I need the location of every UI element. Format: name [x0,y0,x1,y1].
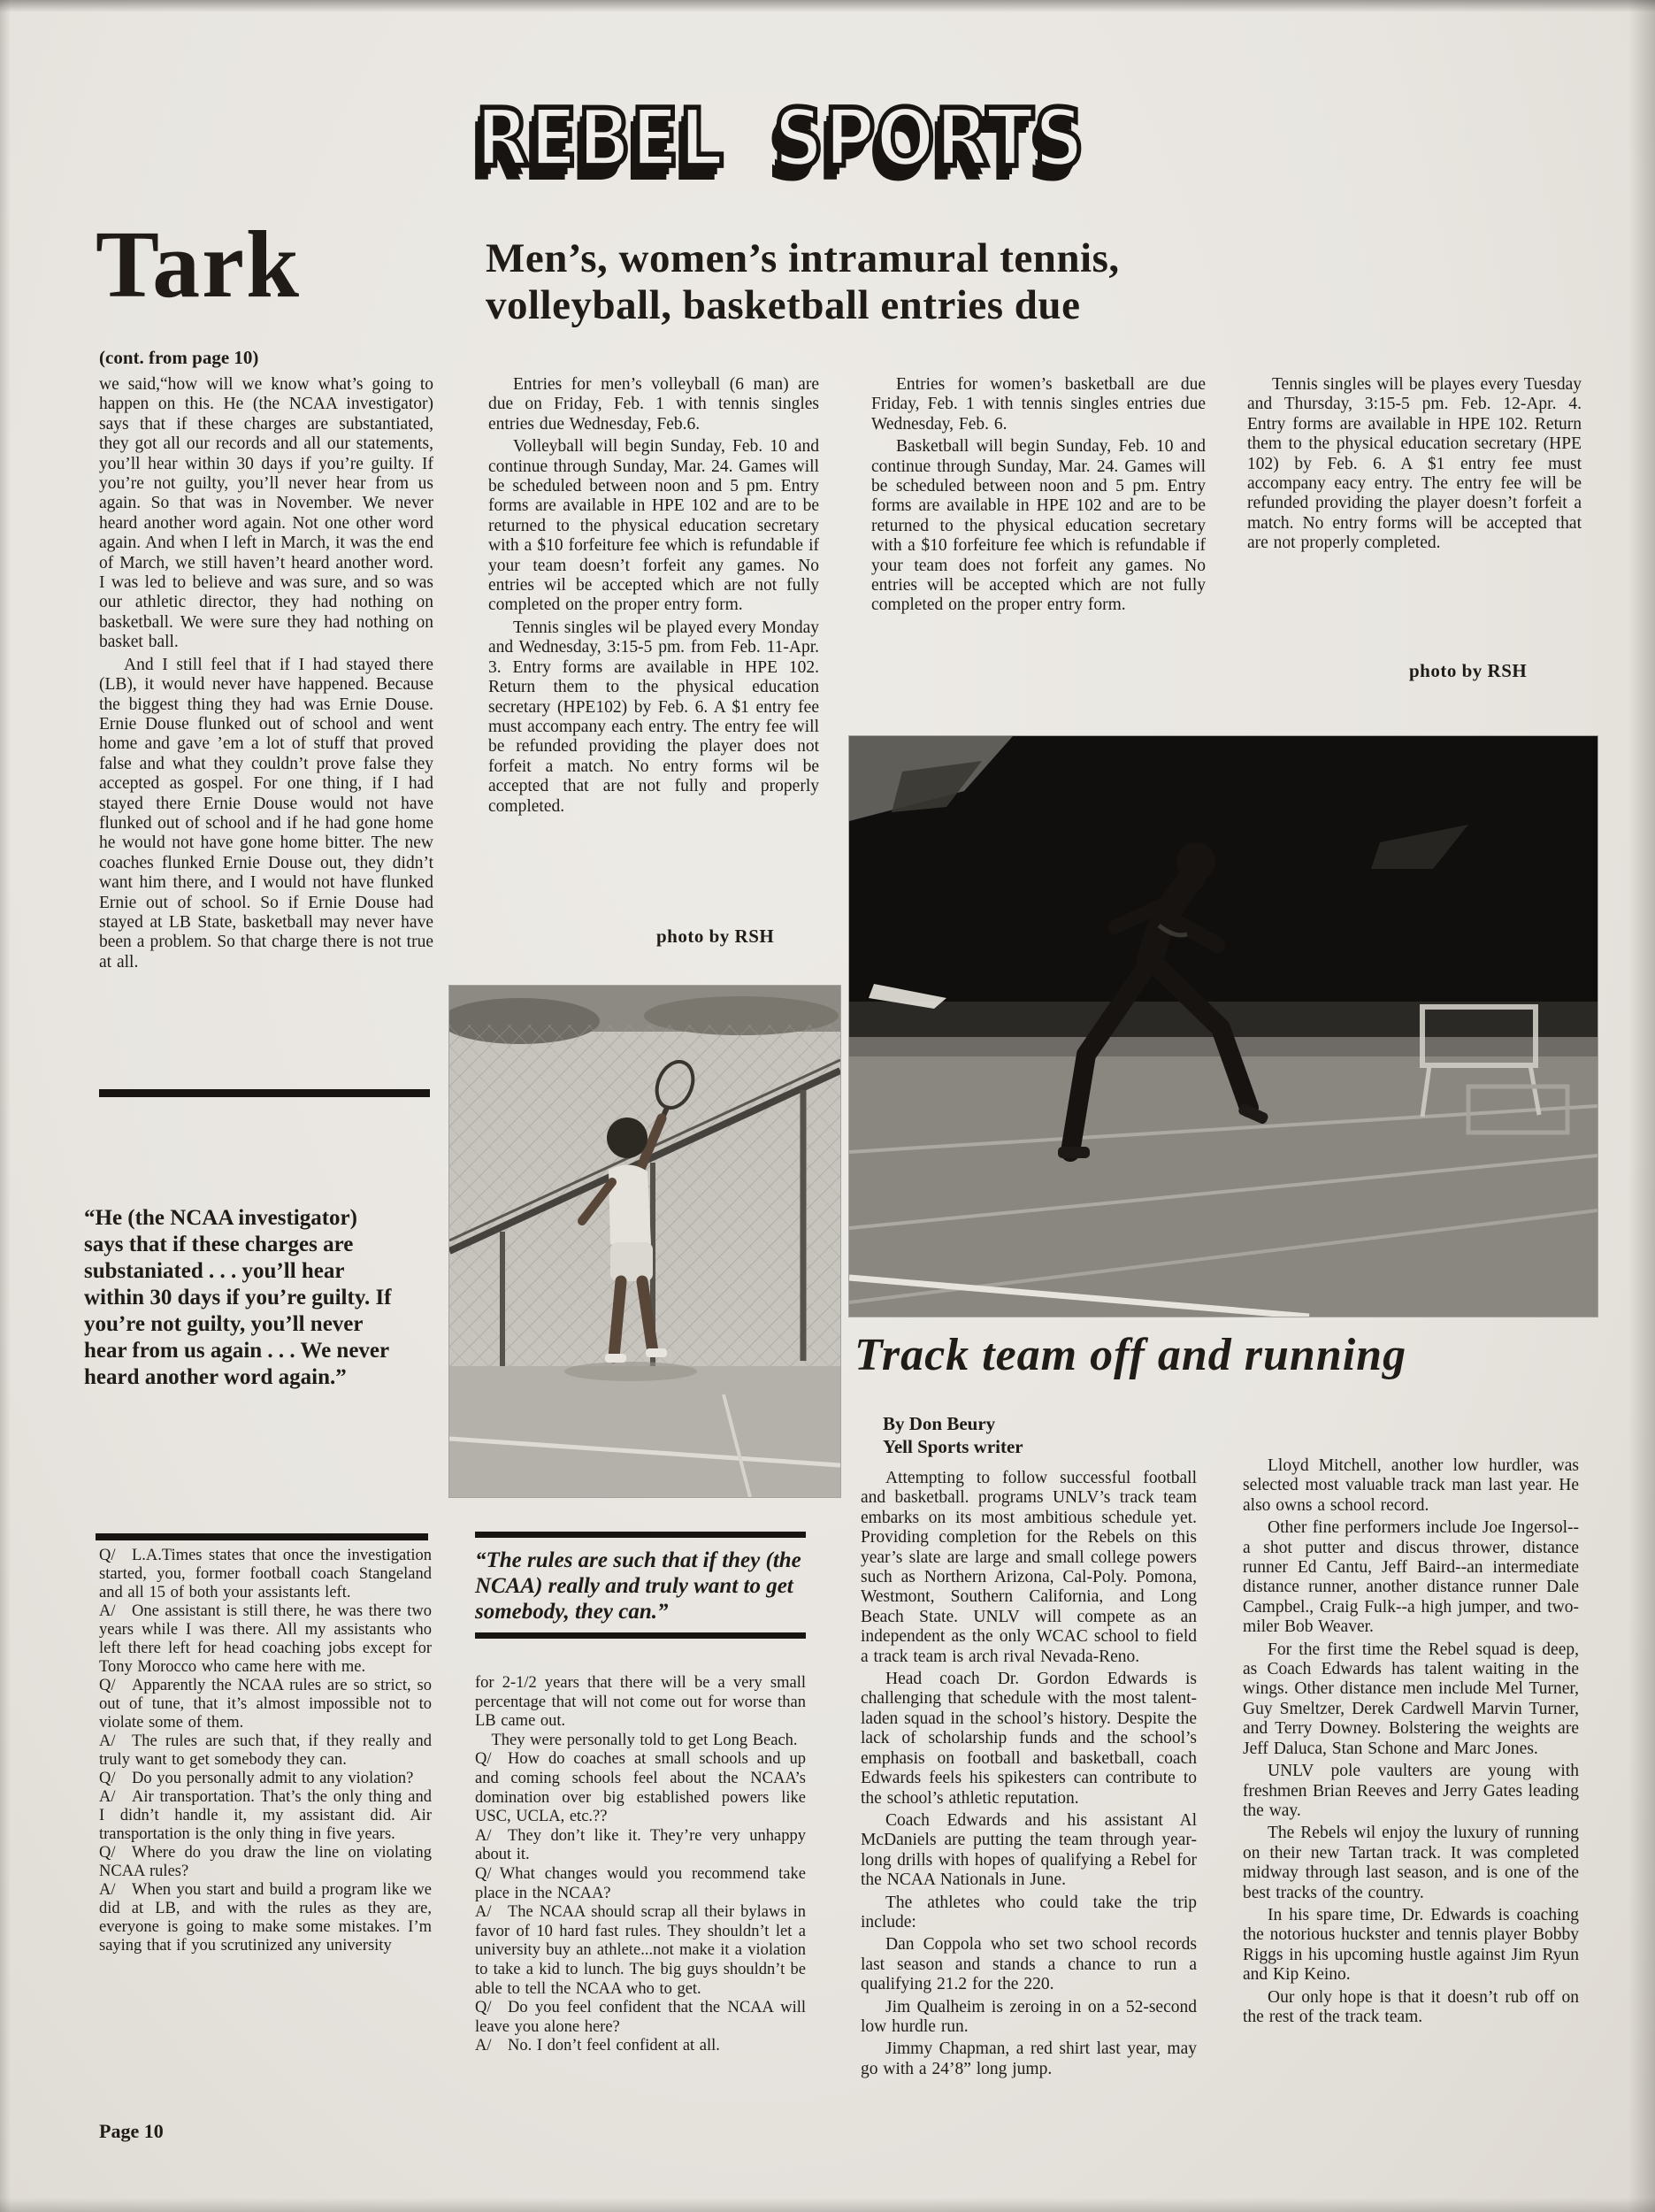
qa-paragraph: Q/ Do you personally admit to any violation? [99,1770,414,1787]
article-paragraph: Coach Edwards and his assistant Al McDaniels are putting the team through year-long drills with hopes of qualifying a Rebel for the NCAA Nationals in June. [861,1810,1197,1890]
qa-paragraph: Q/ Apparently the NCAA rules are so strict, so out of tune, that it’s almost impossible not to violate some of them. [99,1677,432,1732]
byline-role: Yell Sports writer [883,1436,1023,1457]
headline-line: volleyball, basketball entries due [486,282,1081,328]
article-paragraph: Our only hope is that it doesn’t rub off on the rest of the track team. [1243,1987,1579,2026]
article-paragraph: Jimmy Chapman, a red shirt last year, may go with a 24’8” long jump. [861,2039,1197,2078]
qa-paragraph: for 2-1/2 years that there will be a very small percentage that will not come out for worse than LB came out. [475,1674,806,1731]
interview-qa-continued-column [475,1674,806,2056]
track-byline [883,1412,1023,1458]
scan-edge-bottom [0,2198,1655,2212]
article-paragraph: The Rebels wil enjoy the luxury of running on their new Tartan track. It was completed midway through last season, and is one of the best tracks of the country. [1243,1824,1579,1902]
continuation-note: (cont. from page 10) [99,347,259,368]
photo-credit-track: photo by RSH [1409,660,1528,681]
section-divider [99,1089,430,1097]
qa-paragraph: Q/ Do you feel confident that the NCAA will leave you alone here? [475,1999,806,2036]
article-paragraph: Entries for women’s basketball are due Friday, Feb. 1 with tennis singles entries due Wednesday, Feb. 6. [871,375,1206,434]
scan-edge-top [0,0,1655,12]
headline-line: Men’s, women’s intramural tennis, [486,235,1120,281]
article-paragraph: Head coach Dr. Gordon Edwards is challenging that schedule with the most talent-laden squad in the school’s history. Despite the lack of scholarship funds and the school’s emphasis on football and basketball, coach Edwards feels his spikesters can contribute to the school’s athletic reputation. [861,1670,1197,1808]
interview-qa-column [99,1547,432,1955]
masthead-title: REBEL SPORTS [476,93,1085,185]
qa-paragraph: A/ When you start and build a program like we did at LB, and with the rules as they are, everyone is going to make some mistakes. I’m saying that if you scrutinized any university [99,1881,432,1955]
article-paragraph: Volleyball will begin Sunday, Feb. 10 and continue through Sunday, Mar. 24. Games will be scheduled between noon and 5 pm. Entry forms are available in HPE 102 and are to be returned to the physical education secretary with a $10 forfeiture fee which is refundable if your team doesn’t forfeit any games. No entries wil be accepted which are not fully completed on the proper entry form. [488,437,819,615]
article-paragraph: we said,“how will we know what’s going to happen on this. He (the NCAA investigator) says that if these charges are substantiated, they got all our records and all our statements, you’ll hear within 30 days if you’re guilty. If you’re not guilty, you’ll never hear from us again. So that was in November. We never heard another word again. Not one other word again. And when I left in March, it was the end of March, we still haven’t heard another word. I was led to believe and was sure, and so was our athletic director, they had nothing on basketball. We were sure they had nothing on basket ball. [99,375,433,652]
qa-paragraph: A/ One assistant is still there, he was there two years while I was there. All my assistants who left there left for head coaching jobs except for Tony Morocco who came here with me. [99,1602,432,1676]
section-divider [96,1533,428,1540]
scan-edge-right [1628,0,1655,2212]
article-paragraph: Dan Coppola who set two school records last season and stands a chance to run a qualifying 21.2 for the 220. [861,1935,1197,1994]
tark-article-column [99,375,433,975]
qa-paragraph: A/ The rules are such that, if they really and truly want to get somebody they can. [99,1732,432,1769]
tennis-player-photo [449,986,840,1497]
qa-paragraph: Q/ Where do you draw the line on violating NCAA rules? [99,1844,432,1880]
article-paragraph: In his spare time, Dr. Edwards is coaching the notorious huckster and tennis player Bobby Riggs in his upcoming hustle against Jim Ryun and Kip Keino. [1243,1905,1579,1985]
article-paragraph: Lloyd Mitchell, another low hurdler, was selected most valuable track man last year. He also owns a school record. [1243,1456,1579,1515]
article-paragraph: Entries for men’s volleyball (6 man) are due on Friday, Feb. 1 with tennis singles entries due Wednesday, Feb.6. [488,375,819,434]
qa-paragraph: Q/ L.A.Times states that once the investigation started, you, former football coach Stangeland and all 15 of both your assistants left. [99,1547,432,1601]
mens-volleyball-column [488,375,819,819]
track-photo-illustration [849,736,1598,1317]
article-paragraph: Jim Qualheim is zeroing in on a 52-second low hurdle run. [861,1997,1197,2036]
qa-paragraph: They were personally told to get Long Beach. [475,1731,798,1749]
article-paragraph: The athletes who could take the trip include: [861,1893,1197,1932]
qa-paragraph: A/ They don’t like it. They’re very unhappy about it. [475,1826,806,1864]
track-runner-photo [849,736,1598,1317]
article-paragraph: Attempting to follow successful football and basketball. programs UNLV’s track team embarks on its most ambitious schedule yet. Providing completion for the Rebels on this year’s slate are large and small college powers such as Northern Arizona, Cal-Poly. Pomona, Westmont, Southern California, and Long Beach State. UNLV will compete as an independent as the only WCAC school to field a track team is arch rival Nevada-Reno. [861,1469,1197,1666]
article-paragraph: For the first time the Rebel squad is deep, as Coach Edwards has talent waiting in the wings. Other distance men include Mel Turner, Guy Smeltzer, Derek Cardwell Marvin Turner, and Terry Downey. Bolstering the weights are Jeff Daluca, Stan Schone and Marc Jones. [1243,1640,1579,1758]
tennis-photo-illustration [449,986,840,1497]
qa-paragraph: A/ The NCAA should scrap all their bylaws in favor of 10 hard fast rules. They shouldn’t let a university buy an athlete...not make it a violation to take a kid to lunch. The big guys shouldn’t be able to tell the NCAA who to get. [475,1903,806,1998]
tark-pull-quote: “He (the NCAA investigator) says that if these charges are substaniated . . . you’ll hear within 30 days if you’re guilty. If you’re not guilty, you’ll never hear from us again . . . We never heard another word again.” [84,1206,392,1389]
article-paragraph: Tennis singles will be playes every Tuesday and Thursday, 3:15-5 pm. Feb. 12-Apr. 4. Entry forms are available in HPE 102. Return them to the physical education secretary (HPE 102) by Feb. 6. A $1 entry fee must accompany eacy entry. The entry fee will be refunded providing the player doesn’t forfeit a match. No entry forms will be accepted that are not properly completed. [1247,375,1582,553]
article-paragraph: Other fine performers include Joe Ingersol--a shot putter and discus thrower, distance runner Ed Cantu, Jeff Baird--an intermediate distance runner, another distance runner Dale Campbel., Craig Fulk--a high jumper, and two-miler Bob Weaver. [1243,1518,1579,1637]
byline-author: By Don Beury [883,1413,996,1434]
womens-basketball-column [871,375,1206,618]
track-headline: Track team off and running [854,1330,1407,1380]
scan-edge-left [0,0,11,2212]
qa-paragraph: Q/ What changes would you recommend take place in the NCAA? [475,1864,806,1902]
qa-paragraph: A/ No. I don’t feel confident at all. [475,2037,720,2055]
ncaa-rules-pull-quote: “The rules are such that if they (the NCAA) really and truly want to get somebody, they can.” [475,1532,806,1639]
article-paragraph: Tennis singles wil be played every Monday and Wednesday, 3:15-5 pm. from Feb. 11-Apr. 3. Entry forms are available in HPE 102. Return them to the physical education secretary (HPE102) by Feb. 6. A $1 entry fee must accompany each entry. The entry fee will be refunded providing the player does not forfeit a match. No entry forms wil be accepted that are not fully and properly completed. [488,618,819,816]
qa-paragraph: A/ Air transportation. That’s the only thing and I didn’t handle it, my assistant did. Air transportation is the only thing in five years. [99,1788,432,1843]
photo-credit-tennis: photo by RSH [656,926,775,947]
intramural-headline [486,235,1264,329]
tennis-singles-column [1247,375,1582,557]
qa-paragraph: Q/ How do coaches at small schools and up and coming schools feel about the NCAA’s domination over big established powers like USC, UCLA, etc.?? [475,1750,806,1826]
track-article-column-1 [861,1469,1197,2082]
tark-headline: Tark [96,212,302,318]
article-paragraph: And I still feel that if I had stayed there (LB), it would never have happened. Because the biggest thing they had was Ernie Douse. Ernie Douse flunked out of school and went home and gave ’em a lot of stuff that proved false and what they couldn’t prove false they accepted as gospel. For one thing, if I had stayed there Ernie Douse would not have flunked out of school and if he had gone home he would not have gone home bitter. The new coaches flunked Ernie Douse out, they didn’t want him there, and I would not have flunked Ernie out of school. So if Ernie Douse had stayed at LB State, basketball may never have been a problem. So that charge there is not true at all. [99,655,433,972]
track-article-column-2 [1243,1456,1579,2030]
page-number: Page 10 [99,2120,164,2142]
article-paragraph: Basketball will begin Sunday, Feb. 10 and continue through Sunday, Mar. 24. Games will be scheduled between noon and 5 pm. Entry forms are available in HPE 102 and are to be returned to the physical education secretary with a $10 forfeiture fee which is refundable if your team does not forfeit any games. No entries will be accepted which are not fully completed on the proper entry form. [871,437,1206,615]
article-paragraph: UNLV pole vaulters are young with freshmen Brian Reeves and Jerry Gates leading the way. [1243,1762,1579,1820]
